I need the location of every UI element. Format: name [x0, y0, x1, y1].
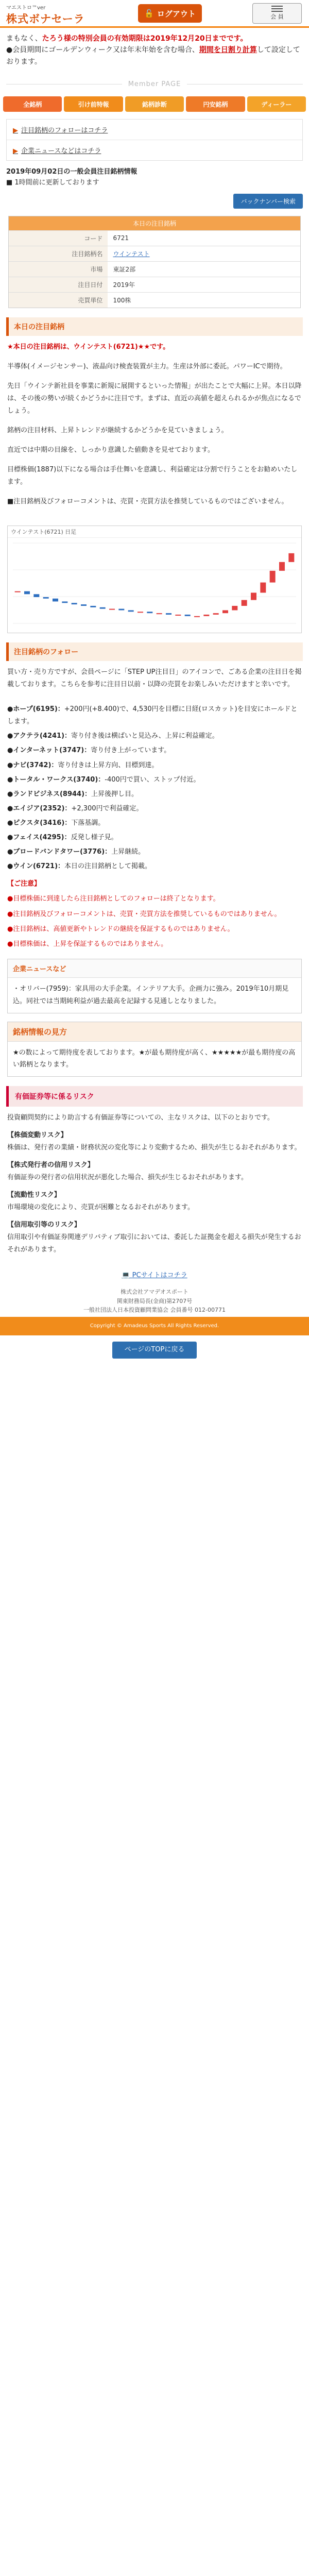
- news-box: [7, 959, 302, 1013]
- caution-text: ●目標株価は、上昇を保証するものではありません。: [7, 940, 168, 948]
- follow-text: 寄り付きは上昇方向、目標到達。: [58, 761, 159, 769]
- candle: [100, 607, 106, 609]
- candle: [138, 612, 143, 613]
- caution-text: ●注目銘柄は、高値更新やトレンドの継続を保証するものではありません。: [7, 925, 234, 934]
- site-header: [0, 0, 309, 28]
- footer: [0, 1284, 309, 1368]
- follow-head: ●ピクスタ(3416)：: [7, 819, 72, 827]
- caution-text: ●目標株価に到達したら注目銘柄としてのフォローは終了となります。: [7, 895, 220, 903]
- stock-chart: [7, 526, 302, 633]
- follow-intro: [0, 661, 309, 703]
- follow-text: 寄り付き上がっています。: [91, 747, 171, 755]
- candle: [90, 606, 96, 607]
- tab-stock-diagnosis[interactable]: 銘柄診断: [125, 96, 184, 112]
- list-item: [0, 860, 309, 873]
- candle: [72, 603, 77, 605]
- body-paragraph: 直近では中期の目線を、しっかり意識した値動きを見せております。: [7, 446, 214, 454]
- candle: [175, 615, 181, 616]
- footer-association: 一般社団法人日本投資顧問業協会 会員番号 012-00771: [83, 1307, 226, 1314]
- info-row: [9, 261, 300, 277]
- list-item: [0, 846, 309, 858]
- footer-registration: 関東財務局長(金商)第2707号: [116, 1297, 193, 1304]
- list-item: [0, 803, 309, 815]
- list-item: [0, 759, 309, 772]
- logo[interactable]: [6, 3, 85, 26]
- candle: [251, 593, 256, 600]
- section-follow-title: 注目銘柄のフォロー: [6, 642, 303, 661]
- logout-label: ログアウト: [157, 9, 196, 19]
- list-item: [0, 774, 309, 786]
- info-key: 市場: [9, 261, 108, 277]
- link-follow-label: 注目銘柄のフォローはコチラ: [21, 127, 108, 135]
- follow-text: 上昇後押し目。: [91, 790, 139, 798]
- candle: [24, 591, 30, 595]
- follow-head: ●ブロードバンドタワー(3776)：: [7, 848, 112, 856]
- candle: [203, 615, 209, 616]
- follow-head: ●トータル・ワークス(3740)：: [7, 775, 105, 784]
- tab-closing-special[interactable]: 引け前特報: [64, 96, 123, 112]
- notice-expiry: たろう様の特別会員の有効期限は2019年12月20日までです。: [42, 35, 248, 43]
- today-headline: ★本日の注目銘柄は、ウインテスト(6721)★★です。: [7, 343, 170, 351]
- backnumber-row: [6, 194, 303, 209]
- arrow-icon: ▶: [13, 127, 18, 135]
- logo-title: 株式ボナセーラ: [6, 13, 85, 25]
- list-item: [0, 788, 309, 801]
- candle: [157, 613, 162, 614]
- pc-site-label: PCサイトはコチラ: [132, 1272, 187, 1280]
- candle: [15, 591, 21, 592]
- member-menu-button[interactable]: [252, 3, 302, 24]
- member-page-banner: Member PAGE: [0, 77, 309, 91]
- info-key: 注目銘柄名: [9, 246, 108, 261]
- candle: [109, 609, 115, 610]
- logout-button[interactable]: [138, 4, 202, 23]
- body-paragraph: 目標株価(1887)以下になる場合は手仕舞いを意識し、利益確定は分割で行うことをお勧めいたします。: [7, 466, 298, 486]
- follow-text: 上昇継続。: [111, 848, 145, 856]
- totop-wrap: [0, 1335, 309, 1365]
- backnumber-search-button[interactable]: バックナンバー検索: [233, 194, 303, 209]
- member-menu-label: 会 員: [270, 13, 284, 20]
- follow-text: 反発し様子見。: [71, 833, 118, 841]
- info-row: [9, 246, 300, 261]
- logo-subtitle: マエストロ™ver: [6, 5, 46, 11]
- tab-dealer[interactable]: ディーラー: [247, 96, 306, 112]
- risk-text: 有価証券の発行者の信用状況が悪化した場合、損失が生じるおそれがあります。: [7, 1173, 248, 1181]
- news-title: 企業ニュースなど: [8, 959, 301, 978]
- info-value: 6721: [108, 230, 300, 246]
- guide-body: ★の数によって期待度を表しております。★が最も期待度が高く、★★★★★が最も期待度の高い銘柄となります。: [13, 1048, 296, 1069]
- follow-text: 本日の注目銘柄として掲載。: [64, 862, 152, 870]
- dateline: [0, 161, 309, 189]
- body-paragraph: 半導体(イメージセンサー)、液晶向け検査装置が主力。生産は外部に委託。パワーICで期待。: [7, 362, 287, 370]
- follow-head: ●ウイン(6721)：: [7, 862, 65, 870]
- candle: [242, 600, 247, 606]
- notice-note-end: して設定しております。: [6, 46, 300, 66]
- candle: [194, 616, 200, 617]
- quick-links: [6, 119, 303, 161]
- candle: [232, 606, 237, 611]
- hamburger-icon: [271, 8, 283, 9]
- follow-head: ●フェイス(4295)：: [7, 833, 71, 841]
- body-paragraph: ■注目銘柄及びフォローコメントは、売買・売買方法を推奨しているものではございません。: [7, 498, 288, 506]
- info-key: コード: [9, 230, 108, 246]
- guide-box: [7, 1022, 302, 1077]
- chart-title: ウインテスト(6721) 日足: [8, 526, 301, 538]
- candle: [270, 571, 276, 583]
- back-to-top-button[interactable]: ページのTOPに戻る: [112, 1342, 197, 1359]
- arrow-icon: ▶: [13, 147, 18, 156]
- list-item: [0, 832, 309, 844]
- follow-head: ●エイジア(2352)：: [7, 804, 72, 812]
- list-item: [0, 744, 309, 757]
- list-item: [0, 817, 309, 829]
- candle: [213, 613, 219, 615]
- risk-heading: 【信用取引等のリスク】: [7, 1221, 81, 1229]
- link-news[interactable]: [7, 140, 302, 160]
- expiry-notice: [0, 28, 309, 73]
- follow-intro-text: 買い方・売り方ですが、会員ページに「STEP UP注目日」のアイコンで、ごある企業の注目日を掲載しております。こちらを参考に注目日以前・以降の売買をお楽しみいただけますと幸いです。: [7, 668, 302, 689]
- info-key: 売買単位: [9, 292, 108, 308]
- tab-weak-yen-stocks[interactable]: 円安銘柄: [186, 96, 245, 112]
- risk-body: [0, 1107, 309, 1261]
- follow-head: ●アクテラ(4241)：: [7, 732, 72, 740]
- follow-text: +200円(+8.400)で、4,530円を目標に日経(ロスカット)を目安にホールドとします。: [7, 705, 298, 726]
- today-body: [0, 336, 309, 520]
- dateline-title: 2019年09月02日の一般会員注目銘柄情報: [6, 168, 138, 176]
- candle: [33, 595, 39, 598]
- footer-copyright: Copyright © Amadeus Sports All Rights Reserved.: [0, 1317, 309, 1335]
- chart-svg: [8, 538, 301, 631]
- caution-title: 【ご注意】: [7, 879, 41, 888]
- risk-intro: 投資顧問契約により助言する有価証券等についての、主なリスクは、以下のとおりです。: [7, 1113, 274, 1122]
- dateline-updated: ■ 1時間前に更新しております: [6, 178, 99, 187]
- risk-text: 株価は、発行者の業績・財務状況の変化等により変動するため、損失が生じるおそれがあります。: [7, 1143, 301, 1151]
- body-paragraph: 先日「ウインテ新社員を事業に新規に展開するといった情報」が出たことで大幅に上昇。本日以降は、その後の勢いが続くかどうかに注目です。まずは、直近の高値を超えられるかが焦点になるでしょう。: [7, 382, 302, 415]
- pc-site-link[interactable]: [0, 1269, 309, 1279]
- link-follow[interactable]: [7, 120, 302, 140]
- tab-all-stocks[interactable]: 全銘柄: [3, 96, 62, 112]
- list-item: [0, 703, 309, 728]
- candle: [279, 562, 285, 571]
- candle: [222, 611, 228, 614]
- candle: [53, 599, 58, 602]
- candle: [147, 612, 152, 614]
- follow-head: ●ホープ(6195)：: [7, 705, 64, 714]
- candle: [166, 613, 171, 615]
- info-row: [9, 292, 300, 308]
- info-key: 注目日付: [9, 277, 108, 292]
- notice-lead: まもなく、: [6, 35, 42, 43]
- category-tabs: [0, 96, 309, 112]
- caution-text: ●注目銘柄及びフォローコメントは、売買・売買方法を推奨しているものではありません。: [7, 910, 281, 918]
- follow-text: -400円で買い、ストップ付近。: [105, 775, 200, 784]
- candle: [81, 604, 87, 606]
- caution-box: [7, 878, 302, 951]
- risk-text: 市場環境の変化により、売買が困難となるおそれがあります。: [7, 1204, 194, 1211]
- guide-title: 銘柄情報の見方: [8, 1022, 301, 1042]
- info-value: 2019年: [108, 277, 300, 292]
- stock-name-link[interactable]: ウインテスト: [108, 246, 300, 261]
- section-today-title: 本日の注目銘柄: [6, 317, 303, 336]
- follow-text: 下落基調。: [71, 819, 105, 827]
- risk-heading: 【株価変動リスク】: [7, 1131, 67, 1139]
- prorate-link[interactable]: 期間を日割り計算: [199, 46, 257, 55]
- risk-text: 信用取引や有価証券関連デリバティブ取引においては、委託した証拠金を超える損失が発生するおそれがあります。: [7, 1233, 301, 1254]
- risk-title: 有価証券等に係るリスク: [6, 1086, 303, 1107]
- info-row: [9, 230, 300, 246]
- follow-head: ●インターネット(3747)：: [7, 747, 91, 755]
- footer-company: 株式会社アマデオスポート: [121, 1289, 188, 1296]
- news-body: ・オリバー(7959)：家具用の大手企業。インテリア大手。企画力に強み。2019年10月期見込。同社では当期純利益が過去最高を記録する見通しとなりました。: [13, 985, 289, 1005]
- follow-text: 寄り付き後は横ばいと見込み、上昇に利益確定。: [71, 732, 219, 740]
- risk-heading: 【株式発行者の信用リスク】: [7, 1161, 94, 1169]
- pc-icon: 💻: [122, 1272, 130, 1280]
- info-value: 東証2部: [108, 261, 300, 277]
- info-row: [9, 277, 300, 292]
- risk-heading: 【流動性リスク】: [7, 1191, 61, 1199]
- follow-text: +2,300円で利益確定。: [71, 804, 143, 812]
- candle: [288, 553, 294, 562]
- notice-note: ●会員期間にゴールデンウィーク又は年末年始を含む場合、: [6, 46, 199, 55]
- candle: [118, 609, 124, 611]
- lock-icon: 🔓: [144, 9, 154, 18]
- follow-head: ●ランドビジネス(8944)：: [7, 790, 92, 798]
- info-value: 100株: [108, 292, 300, 308]
- list-item: [0, 730, 309, 742]
- candle: [260, 583, 266, 593]
- candle: [62, 602, 67, 603]
- candle: [185, 615, 191, 616]
- follow-list: [0, 703, 309, 873]
- stock-info-caption: 本日の注目銘柄: [9, 216, 300, 230]
- link-news-label: 企業ニュースなどはコチラ: [21, 147, 101, 156]
- stock-info-table: [8, 216, 301, 308]
- follow-head: ●ナビ(3742)：: [7, 761, 58, 769]
- candle: [43, 597, 49, 599]
- candle: [128, 611, 134, 612]
- body-paragraph: 銘柄の注目材料、上昇トレンドが継続するかどうかを見ていきましょう。: [7, 427, 228, 434]
